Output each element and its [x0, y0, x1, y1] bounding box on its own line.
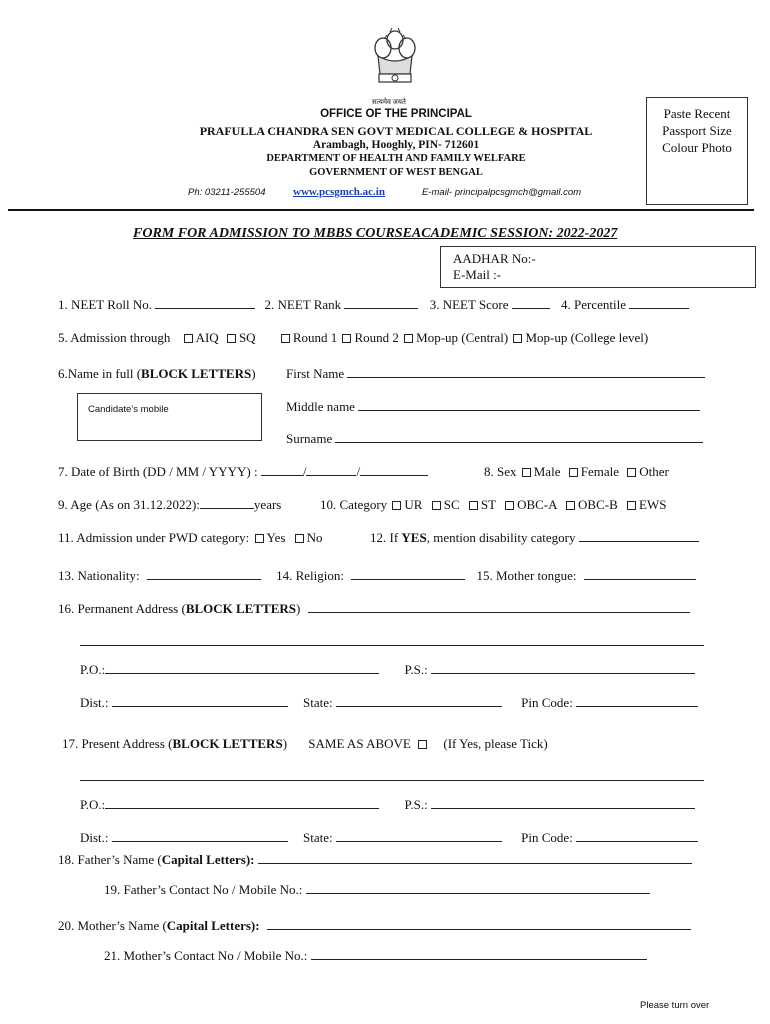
sex-row — [484, 464, 669, 480]
pres-pin-field[interactable] — [576, 830, 698, 842]
obcb-label: OBC-B — [578, 497, 618, 512]
mother-contact-row — [104, 948, 647, 964]
dob-day-field[interactable] — [261, 464, 303, 476]
office-title: OFFICE OF THE PRINCIPAL — [320, 108, 472, 120]
neet-roll-field[interactable] — [155, 297, 255, 309]
candidate-mobile-box[interactable] — [77, 393, 262, 441]
surname-label: Surname — [286, 431, 333, 446]
pres-state-label: State: — [303, 830, 333, 845]
age-field[interactable] — [200, 497, 254, 509]
q17-prefix: 17. Present Address ( — [62, 736, 173, 751]
mother-tongue-field[interactable] — [584, 568, 696, 580]
name-in-full-label — [58, 366, 256, 382]
header-divider — [8, 209, 754, 211]
nationality-field[interactable] — [147, 568, 261, 580]
website-link[interactable]: www.pcsgmch.ac.in — [293, 186, 385, 198]
email-address: E-mail- principalpcsgmch@gmail.com — [422, 187, 582, 198]
mother-contact-label: 21. Mother’s Contact No / Mobile No.: — [104, 948, 308, 963]
dob-year-field[interactable] — [360, 464, 428, 476]
dob-month-field[interactable] — [306, 464, 356, 476]
first-name-row — [286, 366, 705, 382]
q12-prefix: 12. If — [370, 530, 402, 545]
q12-suffix: , mention disability category — [426, 530, 576, 545]
father-name-row — [58, 852, 692, 868]
pres-po-label: P.O.: — [80, 797, 106, 812]
q12-bold: YES — [401, 530, 427, 545]
pres-dist-label: Dist.: — [80, 830, 109, 845]
nationality-row — [58, 568, 696, 584]
present-address-row — [62, 736, 548, 752]
permanent-address-field[interactable] — [308, 601, 690, 613]
nationality-label: 13. Nationality: — [58, 568, 140, 583]
pwd-no-checkbox[interactable] — [295, 534, 304, 543]
middle-name-field[interactable] — [358, 399, 700, 411]
pwd-yes-label: Yes — [266, 530, 286, 545]
years-label: years — [253, 497, 282, 512]
photo-box-line: Paste Recent — [663, 106, 731, 121]
ews-checkbox[interactable] — [627, 501, 636, 510]
sex-label: 8. Sex — [484, 464, 517, 479]
q16-suffix: ) — [296, 601, 301, 616]
present-dist-row — [80, 830, 698, 846]
sc-label: SC — [443, 497, 460, 512]
perm-dist-field[interactable] — [112, 695, 288, 707]
mopup-central-label: Mop-up (Central) — [416, 330, 509, 345]
middle-name-row — [286, 399, 700, 415]
mother-contact-field[interactable] — [311, 948, 647, 960]
obca-label: OBC-A — [517, 497, 557, 512]
neet-score-field[interactable] — [512, 297, 550, 309]
percentile-field[interactable] — [629, 297, 689, 309]
photo-box-line: Passport Size — [662, 123, 732, 138]
female-checkbox[interactable] — [569, 468, 578, 477]
q18-prefix: 18. Father’s Name ( — [58, 852, 162, 867]
permanent-address-line2[interactable] — [80, 645, 704, 646]
q16-prefix: 16. Permanent Address ( — [58, 601, 186, 616]
permanent-po-row — [80, 662, 695, 678]
present-address-line[interactable] — [80, 780, 704, 781]
pres-ps-label: P.S.: — [404, 797, 428, 812]
middle-name-label: Middle name — [286, 399, 355, 414]
neet-roll-label: 1. NEET Roll No. — [58, 297, 153, 312]
present-po-row — [80, 797, 695, 813]
female-label: Female — [580, 464, 619, 479]
admission-through-label: 5. Admission through — [58, 330, 171, 345]
q20-prefix: 20. Mother’s Name ( — [58, 918, 167, 933]
percentile-label: 4. Percentile — [561, 297, 626, 312]
neet-rank-field[interactable] — [344, 297, 418, 309]
first-name-label: First Name — [286, 366, 345, 381]
aiq-checkbox[interactable] — [184, 334, 193, 343]
q20-bold: Capital Letters): — [166, 918, 260, 933]
neet-rank-label: 2. NEET Rank — [264, 297, 342, 312]
permanent-dist-row — [80, 695, 698, 711]
round2-checkbox[interactable] — [342, 334, 351, 343]
dob-label: 7. Date of Birth (DD / MM / YYYY) : — [58, 464, 258, 479]
perm-pin-field[interactable] — [576, 695, 698, 707]
pres-po-field[interactable] — [105, 797, 379, 809]
religion-field[interactable] — [351, 568, 465, 580]
q6-suffix: ) — [251, 366, 256, 381]
perm-po-label: P.O.: — [80, 662, 106, 677]
neet-row — [58, 297, 689, 313]
department-name: DEPARTMENT OF HEALTH AND FAMILY WELFARE — [266, 153, 526, 164]
sq-label: SQ — [238, 330, 256, 345]
father-contact-field[interactable] — [306, 882, 650, 894]
college-address: Arambagh, Hooghly, PIN- 712601 — [312, 139, 480, 151]
dob-row: 7. Date of Birth (DD / MM / YYYY) : / / — [58, 464, 428, 480]
other-label: Other — [639, 464, 669, 479]
mopup-college-checkbox[interactable] — [513, 334, 522, 343]
permanent-address-row — [58, 601, 690, 617]
sq-checkbox[interactable] — [227, 334, 236, 343]
q16-bold: BLOCK LETTERS — [185, 601, 296, 616]
pres-ps-field[interactable] — [431, 797, 695, 809]
admission-through-row — [58, 330, 648, 346]
father-contact-row — [104, 882, 650, 898]
perm-state-field[interactable] — [336, 695, 502, 707]
email-label: E-Mail :- — [453, 267, 502, 282]
q18-bold: Capital Letters): — [161, 852, 255, 867]
other-checkbox[interactable] — [627, 468, 636, 477]
photo-box — [646, 97, 748, 205]
obca-checkbox[interactable] — [505, 501, 514, 510]
mother-tongue-label: 15. Mother tongue: — [476, 568, 577, 583]
college-name: PRAFULLA CHANDRA SEN GOVT MEDICAL COLLEGE & HOSPITAL — [199, 124, 593, 138]
please-turn-over: Please turn over — [640, 1000, 710, 1011]
mopup-college-label: Mop-up (College level) — [525, 330, 649, 345]
perm-ps-label: P.S.: — [404, 662, 428, 677]
male-checkbox[interactable] — [522, 468, 531, 477]
if-yes-tick-label: (If Yes, please Tick) — [443, 736, 548, 751]
q17-suffix: ) — [282, 736, 288, 751]
age-label: 9. Age (As on 31.12.2022): — [58, 497, 200, 512]
pres-pin-label: Pin Code: — [521, 830, 573, 845]
disability-row — [370, 530, 699, 546]
perm-pin-label: Pin Code: — [521, 695, 573, 710]
ur-checkbox[interactable] — [392, 501, 401, 510]
obcb-checkbox[interactable] — [566, 501, 575, 510]
st-checkbox[interactable] — [469, 501, 478, 510]
mother-name-row — [58, 918, 691, 934]
pwd-yes-checkbox[interactable] — [255, 534, 264, 543]
photo-box-line: Colour Photo — [662, 140, 732, 155]
pwd-label: 11. Admission under PWD category: — [58, 530, 250, 545]
pres-dist-field[interactable] — [112, 830, 288, 842]
government-name: GOVERNMENT OF WEST BENGAL — [309, 167, 483, 178]
perm-dist-label: Dist.: — [80, 695, 109, 710]
pwd-row — [58, 530, 323, 546]
pwd-no-label: No — [306, 530, 323, 545]
same-as-above-label: SAME AS ABOVE — [308, 736, 411, 751]
round1-label: Round 1 — [292, 330, 338, 345]
mopup-central-checkbox[interactable] — [404, 334, 413, 343]
emblem-caption: सत्यमेव जयते — [372, 98, 406, 106]
father-contact-label: 19. Father’s Contact No / Mobile No.: — [104, 882, 303, 897]
ur-label: UR — [404, 497, 423, 512]
q6-prefix: 6.Name in full ( — [58, 366, 142, 381]
aadhar-label: AADHAR No:- — [453, 251, 536, 266]
st-label: ST — [480, 497, 496, 512]
category-label: 10. Category — [320, 497, 388, 512]
disability-field[interactable] — [579, 530, 699, 542]
neet-score-label: 3. NEET Score — [429, 297, 509, 312]
q6-bold: BLOCK LETTERS — [141, 366, 252, 381]
q17-bold: BLOCK LETTERS — [172, 736, 283, 751]
aadhar-email-box[interactable] — [440, 246, 756, 288]
male-label: Male — [533, 464, 561, 479]
candidate-mobile-label: Candidate’s mobile — [88, 404, 169, 415]
pres-state-field[interactable] — [336, 830, 502, 842]
perm-ps-field[interactable] — [431, 662, 695, 674]
state-emblem-icon — [370, 26, 420, 100]
phone-number: Ph: 03211-255504 — [188, 187, 266, 198]
category-row — [320, 497, 666, 513]
religion-label: 14. Religion: — [276, 568, 344, 583]
age-row — [58, 497, 281, 513]
form-title: FORM FOR ADMISSION TO MBBS COURSEACADEMIC SESSION: 2022-2027 — [133, 226, 618, 241]
round1-checkbox[interactable] — [281, 334, 290, 343]
same-as-above-checkbox[interactable] — [418, 740, 427, 749]
aiq-label: AIQ — [195, 330, 219, 345]
sc-checkbox[interactable] — [432, 501, 441, 510]
mother-name-field[interactable] — [267, 918, 691, 930]
perm-po-field[interactable] — [105, 662, 379, 674]
ews-label: EWS — [639, 497, 667, 512]
surname-row — [286, 431, 703, 447]
father-name-field[interactable] — [258, 852, 692, 864]
surname-field[interactable] — [335, 431, 703, 443]
first-name-field[interactable] — [347, 366, 705, 378]
perm-state-label: State: — [303, 695, 333, 710]
round2-label: Round 2 — [354, 330, 399, 345]
